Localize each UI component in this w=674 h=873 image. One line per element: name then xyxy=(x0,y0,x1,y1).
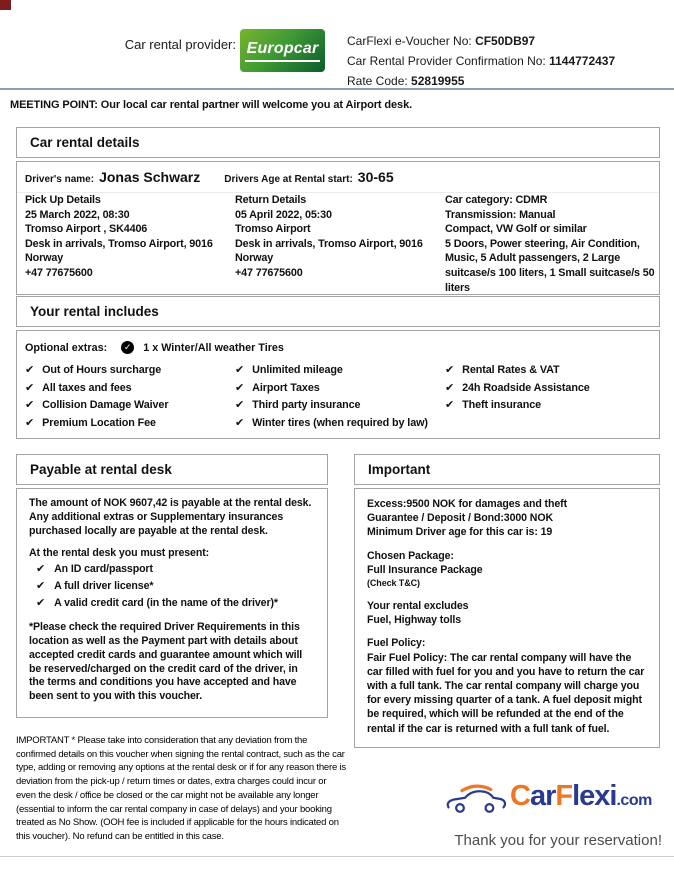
driver-age-value: 30-65 xyxy=(357,169,394,185)
pickup-address: Desk in arrivals, Tromso Airport, 9016 Norway xyxy=(25,237,213,265)
included-item-label: Out of Hours surcharge xyxy=(42,364,162,376)
chosen-package-label: Chosen Package: xyxy=(367,549,454,562)
section-title: Car rental details xyxy=(30,135,140,150)
section-body-important xyxy=(354,488,660,748)
return-details-column xyxy=(235,193,435,281)
optional-extras-row xyxy=(25,341,284,354)
check-icon: ✔ xyxy=(445,399,455,412)
present-item xyxy=(29,561,315,578)
logo-tld: .com xyxy=(616,792,652,809)
logo-letters: ar xyxy=(529,780,556,812)
check-icon: ✔ xyxy=(25,416,35,429)
pickup-phone: +47 77675600 xyxy=(25,266,93,279)
present-item xyxy=(29,595,315,612)
included-item-label: Theft insurance xyxy=(462,399,542,412)
rate-code-value: 52819955 xyxy=(411,74,465,88)
europcar-logo-text: Europcar xyxy=(245,40,321,62)
pickup-datetime: 25 March 2022, 08:30 xyxy=(25,208,130,221)
logo-letter: C xyxy=(510,780,530,812)
important-disclaimer: IMPORTANT * Please take into consideration that any deviation from the confirmed details on this voucher when signing the rental contract, such as the car type, adding or removing any options at the rental desk or if for any reason there is deviation from the pick-up / return times or dates, extra charges could incur or even the desk / office be closed or the car might not be available any longer (essential to inform the car rental company in case of delays) and your booking treated as No Show. (OOH fee is included if applicable for the hours indicated on this voucher). No refund can be entitled in this case. xyxy=(16,735,346,842)
chosen-package-value: Full Insurance Package xyxy=(367,563,483,576)
car-transmission: Transmission: Manual xyxy=(445,208,556,221)
confirmation-no-label: Car Rental Provider Confirmation No: xyxy=(347,54,550,68)
excess-line: Excess:9500 NOK for damages and theft xyxy=(367,498,568,510)
car-model: Compact, VW Golf or similar xyxy=(445,223,587,236)
present-item-label: A full driver license* xyxy=(54,580,154,593)
rental-excludes-value: Fuel, Highway tolls xyxy=(367,614,462,627)
payable-amount-paragraph: The amount of NOK 9607,42 is payable at the rental desk. Any additional extras or Supplementary insurances purchased locally are payable at the rental desk. xyxy=(29,497,312,537)
included-item-label: Winter tires (when required by law) xyxy=(252,416,428,429)
optional-extras-value: 1 x Winter/All weather Tires xyxy=(143,341,284,354)
included-item-label: Collision Damage Waiver xyxy=(42,399,169,412)
includes-column-3 xyxy=(445,362,590,415)
section-body-payable xyxy=(16,488,328,718)
check-tc-note: (Check T&C) xyxy=(367,578,420,589)
fuel-policy-label: Fuel Policy: xyxy=(367,637,426,650)
section-header-important xyxy=(354,454,660,485)
car-features: 5 Doors, Power steering, Air Condition, Music, 5 Adult passengers, 2 Large suitcase/s 100 liters, 1 Small suitcase/s 50 liters xyxy=(445,237,655,294)
includes-column-2 xyxy=(235,362,428,432)
section-title: Important xyxy=(368,462,431,477)
check-icon: ✔ xyxy=(235,399,245,412)
circle-check-icon: ✓ xyxy=(121,341,134,354)
meeting-point-text: Our local car rental partner will welcome you at Airport desk. xyxy=(97,99,413,111)
section-body-car-rental-details xyxy=(16,161,660,295)
included-item xyxy=(445,397,590,415)
check-icon: ✔ xyxy=(36,563,46,576)
confirmation-number-line xyxy=(347,51,615,71)
thank-you-message: Thank you for your reservation! xyxy=(454,832,662,849)
return-location: Tromso Airport xyxy=(235,223,311,236)
section-title: Your rental includes xyxy=(30,304,159,319)
check-icon: ✔ xyxy=(36,597,46,610)
driver-age-label: Drivers Age at Rental start: xyxy=(224,174,353,185)
included-item xyxy=(235,415,428,433)
voucher-number-line xyxy=(347,31,615,51)
included-item xyxy=(25,415,168,433)
check-icon: ✔ xyxy=(235,381,245,394)
present-item xyxy=(29,578,315,595)
car-category: Car category: CDMR xyxy=(445,194,548,206)
optional-extras-label: Optional extras: xyxy=(25,341,108,354)
included-item-label: 24h Roadside Assistance xyxy=(462,381,590,394)
included-item-label: Premium Location Fee xyxy=(42,416,156,429)
meeting-point xyxy=(10,99,412,111)
check-icon: ✔ xyxy=(25,364,35,376)
return-address: Desk in arrivals, Tromso Airport, 9016 Norway xyxy=(235,237,423,265)
included-item-label: All taxes and fees xyxy=(42,381,132,394)
present-item-label: A valid credit card (in the name of the driver)* xyxy=(54,597,278,610)
return-phone: +47 77675600 xyxy=(235,266,303,279)
header-divider xyxy=(0,88,674,90)
check-icon: ✔ xyxy=(445,364,455,376)
section-body-rental-includes xyxy=(16,330,660,439)
return-datetime: 05 April 2022, 05:30 xyxy=(235,208,332,221)
section-header-rental-includes xyxy=(16,296,660,327)
section-header-car-rental-details xyxy=(16,127,660,158)
provider-label: Car rental provider: xyxy=(124,37,236,52)
bottom-divider xyxy=(0,856,674,857)
section-header-payable xyxy=(16,454,328,485)
included-item xyxy=(235,397,428,415)
carflexi-logo xyxy=(444,781,652,816)
section-title: Payable at rental desk xyxy=(30,462,172,477)
rental-excludes-label: Your rental excludes xyxy=(367,600,469,613)
carflexi-car-icon xyxy=(444,783,508,815)
included-item xyxy=(25,362,168,380)
pickup-details-column xyxy=(25,193,225,281)
voucher-no-label: CarFlexi e-Voucher No: xyxy=(347,34,476,48)
meeting-point-label: MEETING POINT: xyxy=(10,99,98,111)
car-info-column xyxy=(445,193,657,295)
included-item-label: Unlimited mileage xyxy=(252,364,343,376)
includes-column-1 xyxy=(25,362,168,432)
europcar-logo xyxy=(240,29,325,72)
driver-row xyxy=(17,162,659,193)
included-item xyxy=(445,362,590,380)
check-icon: ✔ xyxy=(445,381,455,394)
driver-requirements-paragraph: *Please check the required Driver Requirements in this location as well as the Payment part with details about accepted credit cards and guarantee amount which will be reserved/charged on the credit card of the driver, in the terms and conditions you have accepted and have been sent to you with this voucher. xyxy=(29,621,303,703)
voucher-no-value: CF50DB97 xyxy=(475,34,536,48)
logo-letter: F xyxy=(555,780,573,812)
min-age-line: Minimum Driver age for this car is: 19 xyxy=(367,526,553,539)
pickup-location: Tromso Airport , SK4406 xyxy=(25,223,148,236)
check-icon: ✔ xyxy=(235,364,245,376)
voucher-numbers xyxy=(347,31,615,91)
included-item xyxy=(25,397,168,415)
included-item xyxy=(445,380,590,398)
present-heading: At the rental desk you must present: xyxy=(29,547,210,560)
included-item xyxy=(25,380,168,398)
pickup-title: Pick Up Details xyxy=(25,194,101,206)
confirmation-no-value: 1144772437 xyxy=(549,54,616,68)
driver-name-label: Driver's name: xyxy=(25,174,95,185)
included-item-label: Airport Taxes xyxy=(252,381,320,394)
return-title: Return Details xyxy=(235,194,307,206)
fuel-policy-text: Fair Fuel Policy: The car rental company will have the car filled with fuel for you and you have to return the car with a full tank. The car rental company will charge you for every missing quarter of a tank. A fuel deposit might be required, which will be refunded at the end of the rental if the car is returned with a full tank of fuel. xyxy=(367,651,645,735)
included-item-label: Third party insurance xyxy=(252,399,361,412)
check-icon: ✔ xyxy=(25,381,35,394)
carflexi-logo-text xyxy=(510,781,652,816)
included-item xyxy=(235,380,428,398)
check-icon: ✔ xyxy=(235,416,245,429)
included-item xyxy=(235,362,428,380)
deposit-line: Guarantee / Deposit / Bond:3000 NOK xyxy=(367,512,554,525)
driver-name-value: Jonas Schwarz xyxy=(99,169,201,185)
check-icon: ✔ xyxy=(25,399,35,412)
included-item-label: Rental Rates & VAT xyxy=(462,364,560,376)
rate-code-label: Rate Code: xyxy=(347,74,412,88)
check-icon: ✔ xyxy=(36,580,46,593)
present-item-label: An ID card/passport xyxy=(54,563,153,576)
logo-letters: lexi xyxy=(572,780,617,812)
page-corner-mark xyxy=(0,0,11,10)
